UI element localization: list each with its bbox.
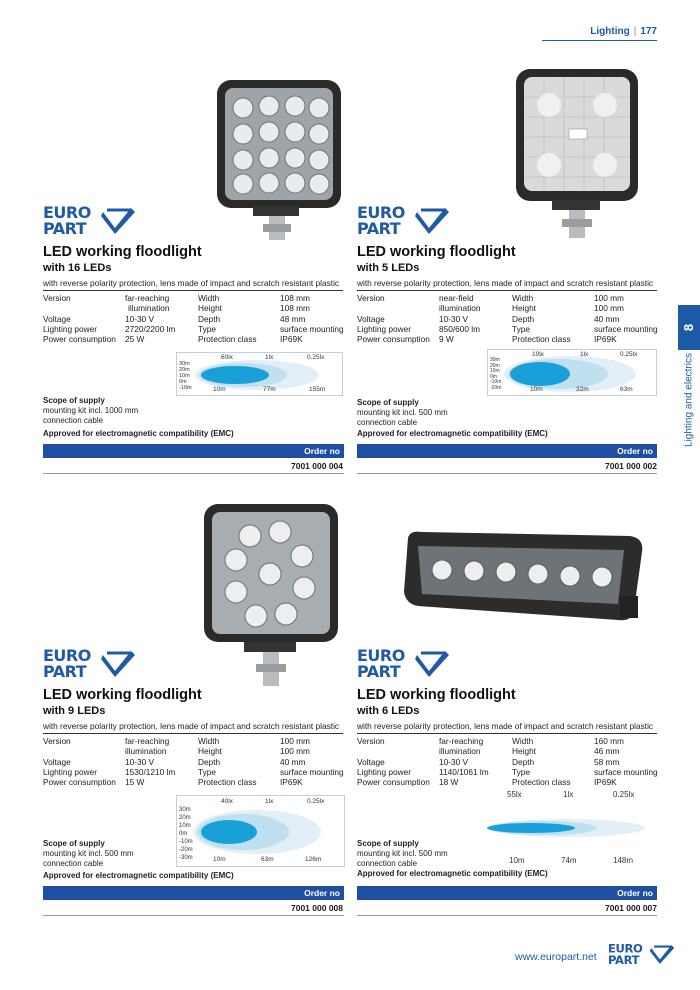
beam-label: 1lx xyxy=(580,351,589,358)
page-number: 177 xyxy=(640,26,657,37)
label-voltage: Voltage xyxy=(357,313,385,324)
logo-text-line1: EURO xyxy=(608,941,643,956)
page-header xyxy=(590,26,657,37)
logo-text-line1: EURO xyxy=(43,203,91,222)
value-width: 100 mm xyxy=(280,736,310,746)
logo-text-line2: PART xyxy=(43,662,87,681)
label-width: Width xyxy=(198,293,220,303)
order-number: 7001 000 004 xyxy=(291,461,343,471)
value-voltage: 10-30 V xyxy=(125,756,155,767)
label-power-consumption: Power consumption xyxy=(43,334,116,345)
beam-diagram xyxy=(487,349,657,396)
order-number: 7001 000 007 xyxy=(605,903,657,913)
label-width: Width xyxy=(512,736,534,746)
scope-title: Scope of supply xyxy=(43,396,105,405)
scope-line: connection cable xyxy=(43,415,104,425)
beam-label: 148m xyxy=(613,856,634,865)
beam-label: 10m xyxy=(530,386,543,393)
beam-diagram xyxy=(176,352,343,396)
logo-check-icon xyxy=(650,944,676,966)
value-voltage: 10-30 V xyxy=(125,313,155,324)
beam-label: 126m xyxy=(305,856,322,863)
chapter-label xyxy=(681,350,697,450)
value-height: 46 mm xyxy=(594,746,620,757)
beam-label: 0.25lx xyxy=(307,354,325,361)
europart-logo xyxy=(357,648,453,680)
scope-line: connection cable xyxy=(357,858,418,868)
logo-check-icon xyxy=(101,649,137,679)
floodlight-6-led-bar-image xyxy=(398,526,648,626)
value-version-2: illumination xyxy=(128,303,170,314)
label-lighting-power: Lighting power xyxy=(357,766,411,777)
label-type: Type xyxy=(198,766,216,777)
spec-table xyxy=(43,293,343,345)
label-version: Version xyxy=(43,736,71,746)
value-lighting-power: 1140/1061 lm xyxy=(439,766,489,777)
logo-text-line1: EURO xyxy=(357,203,405,222)
product-title: LED working floodlight xyxy=(43,244,202,260)
footer-europart-logo xyxy=(608,943,677,966)
value-width: 100 mm xyxy=(594,293,624,303)
scope-line: connection cable xyxy=(43,858,104,868)
beam-label: 63m xyxy=(620,386,633,393)
emc-note: Approved for electromagnetic compatibility (EMC) xyxy=(43,871,234,880)
spec-table xyxy=(357,736,657,788)
chapter-number: 8 xyxy=(681,323,697,332)
beam-label: 63m xyxy=(261,856,274,863)
spec-table xyxy=(357,293,657,345)
value-protection-class: IP69K xyxy=(280,777,303,788)
label-protection-class: Protection class xyxy=(512,334,571,345)
label-width: Width xyxy=(198,736,220,746)
value-voltage: 10-30 V xyxy=(439,313,469,324)
value-type: surface mounting xyxy=(280,766,344,777)
logo-check-icon xyxy=(415,206,451,236)
value-lighting-power: 1530/1210 lm xyxy=(125,766,176,777)
value-type: surface mounting xyxy=(594,766,658,777)
beam-label: 10m xyxy=(213,386,226,393)
logo-check-icon xyxy=(415,649,451,679)
value-voltage: 10-30 V xyxy=(439,756,469,767)
product-subtitle: with 16 LEDs xyxy=(43,262,112,274)
value-depth: 48 mm xyxy=(280,313,306,324)
value-type: surface mounting xyxy=(594,323,658,334)
label-lighting-power: Lighting power xyxy=(43,323,97,334)
order-number: 7001 000 008 xyxy=(291,903,343,913)
label-type: Type xyxy=(512,323,530,334)
label-voltage: Voltage xyxy=(43,756,71,767)
value-depth: 40 mm xyxy=(594,313,620,324)
scope-of-supply xyxy=(43,396,138,425)
beam-label: 10lx xyxy=(532,351,544,358)
spec-rule xyxy=(357,733,657,734)
beam-label: 0.25lx xyxy=(307,798,325,805)
europart-logo xyxy=(43,648,139,680)
emc-note: Approved for electromagnetic compatibility (EMC) xyxy=(357,429,548,438)
product-subtitle: with 6 LEDs xyxy=(357,705,420,717)
scope-line: mounting kit incl. 1000 mm xyxy=(43,405,139,415)
label-version: Version xyxy=(43,293,71,303)
website-link[interactable]: www.europart.net xyxy=(515,951,597,963)
beam-label: 1lx xyxy=(563,790,574,799)
order-bar: Order no xyxy=(357,444,657,458)
beam-label: 32m xyxy=(576,386,589,393)
label-height: Height xyxy=(198,303,222,314)
value-version: far-reaching xyxy=(125,736,170,746)
value-width: 160 mm xyxy=(594,736,624,746)
product-title: LED working floodlight xyxy=(43,687,202,703)
label-version: Version xyxy=(357,293,385,303)
label-height: Height xyxy=(512,746,536,757)
spec-rule xyxy=(43,733,343,734)
scope-line: mounting kit incl. 500 mm xyxy=(357,848,448,858)
scope-line: mounting kit incl. 500 mm xyxy=(357,407,448,417)
label-protection-class: Protection class xyxy=(512,777,571,788)
logo-text-line2: PART xyxy=(43,219,87,238)
value-version-2: illumination xyxy=(439,303,481,314)
scope-of-supply xyxy=(43,839,134,868)
emc-note: Approved for electromagnetic compatibility (EMC) xyxy=(43,429,234,438)
beam-label: 60lx xyxy=(221,354,233,361)
label-depth: Depth xyxy=(512,313,535,324)
floodlight-9-led-image xyxy=(202,502,340,692)
value-version: far-reaching xyxy=(125,293,170,303)
label-power-consumption: Power consumption xyxy=(357,334,430,345)
beam-label: 10m xyxy=(509,856,525,865)
value-protection-class: IP69K xyxy=(280,334,303,345)
section-name: Lighting xyxy=(590,26,630,37)
label-depth: Depth xyxy=(198,756,221,767)
beam-diagram xyxy=(479,788,655,867)
beam-label: 1lx xyxy=(265,354,274,361)
value-version: far-reaching xyxy=(439,736,484,746)
spec-rule xyxy=(43,290,343,291)
value-version-2: illumination xyxy=(439,746,481,757)
product-subtitle: with 5 LEDs xyxy=(357,262,420,274)
product-title: LED working floodlight xyxy=(357,687,516,703)
label-lighting-power: Lighting power xyxy=(357,323,411,334)
chapter-label-text: Lighting and electrics xyxy=(683,353,695,447)
beam-label: 155m xyxy=(309,386,326,393)
logo-check-icon xyxy=(101,206,137,236)
value-protection-class: IP69K xyxy=(594,334,617,345)
order-bar: Order no xyxy=(43,444,344,458)
order-bar: Order no xyxy=(357,886,657,900)
value-lighting-power: 850/600 lm xyxy=(439,323,481,334)
chapter-tab xyxy=(678,305,700,350)
product-description: with reverse polarity protection, lens made of impact and scratch resistant plastic xyxy=(357,721,654,731)
value-type: surface mounting xyxy=(280,323,344,334)
label-power-consumption: Power consumption xyxy=(43,777,116,788)
value-lighting-power: 2720/2200 lm xyxy=(125,323,176,334)
label-power-consumption: Power consumption xyxy=(357,777,430,788)
beam-label: 0.25lx xyxy=(620,351,638,358)
product-description: with reverse polarity protection, lens made of impact and scratch resistant plastic xyxy=(357,278,654,288)
beam-label: 0.25lx xyxy=(613,790,635,799)
product-description: with reverse polarity protection, lens made of impact and scratch resistant plastic xyxy=(43,278,340,288)
beam-label: 40lx xyxy=(221,798,233,805)
label-depth: Depth xyxy=(512,756,535,767)
product-title: LED working floodlight xyxy=(357,244,516,260)
floodlight-5-led-image xyxy=(514,67,640,245)
value-height: 100 mm xyxy=(280,746,310,757)
value-power-consumption: 9 W xyxy=(439,334,454,345)
value-height: 100 mm xyxy=(594,303,624,314)
value-height: 108 mm xyxy=(280,303,310,314)
logo-text-line2: PART xyxy=(608,953,640,967)
label-type: Type xyxy=(512,766,530,777)
label-voltage: Voltage xyxy=(357,756,385,767)
logo-text-line2: PART xyxy=(357,219,401,238)
value-power-consumption: 18 W xyxy=(439,777,459,788)
scope-line: mounting kit incl. 500 mm xyxy=(43,848,134,858)
scope-title: Scope of supply xyxy=(43,839,105,848)
scope-of-supply xyxy=(357,839,448,868)
spec-rule xyxy=(357,290,657,291)
beam-axis-left: 30m 20m 10m 0m -10m xyxy=(179,361,192,391)
value-power-consumption: 15 W xyxy=(125,777,145,788)
beam-label: 10m xyxy=(213,856,226,863)
label-version: Version xyxy=(357,736,385,746)
value-protection-class: IP69K xyxy=(594,777,617,788)
value-width: 108 mm xyxy=(280,293,310,303)
scope-title: Scope of supply xyxy=(357,398,419,407)
logo-text-line1: EURO xyxy=(43,646,91,665)
value-depth: 40 mm xyxy=(280,756,306,767)
order-rule xyxy=(357,915,657,916)
scope-of-supply xyxy=(357,398,448,427)
label-lighting-power: Lighting power xyxy=(43,766,97,777)
floodlight-16-led-image xyxy=(213,76,345,246)
beam-label: 1lx xyxy=(265,798,274,805)
emc-note: Approved for electromagnetic compatibility (EMC) xyxy=(357,869,548,878)
header-separator: | xyxy=(633,26,637,37)
label-protection-class: Protection class xyxy=(198,777,257,788)
order-rule xyxy=(43,473,344,474)
scope-line: connection cable xyxy=(357,417,418,427)
value-version: near-field xyxy=(439,293,474,303)
beam-diagram xyxy=(176,795,345,867)
value-power-consumption: 25 W xyxy=(125,334,145,345)
label-height: Height xyxy=(512,303,536,314)
value-version-2: illumination xyxy=(125,746,167,757)
order-rule xyxy=(43,915,344,916)
beam-label: 77m xyxy=(263,386,276,393)
product-subtitle: with 9 LEDs xyxy=(43,705,106,717)
europart-logo xyxy=(43,205,139,237)
order-bar: Order no xyxy=(43,886,344,900)
beam-label: 74m xyxy=(561,856,577,865)
order-number: 7001 000 002 xyxy=(605,461,657,471)
spec-table xyxy=(43,736,343,788)
label-width: Width xyxy=(512,293,534,303)
header-rule xyxy=(542,40,657,41)
value-depth: 58 mm xyxy=(594,756,620,767)
label-voltage: Voltage xyxy=(43,313,71,324)
label-depth: Depth xyxy=(198,313,221,324)
label-type: Type xyxy=(198,323,216,334)
order-rule xyxy=(357,473,657,474)
logo-text-line1: EURO xyxy=(357,646,405,665)
beam-label: 55lx xyxy=(507,790,522,799)
logo-text-line2: PART xyxy=(357,662,401,681)
label-protection-class: Protection class xyxy=(198,334,257,345)
scope-title: Scope of supply xyxy=(357,839,419,848)
product-description: with reverse polarity protection, lens made of impact and scratch resistant plastic xyxy=(43,721,340,731)
label-height: Height xyxy=(198,746,222,757)
beam-axis-left: 30m 20m 10m 0m -10m -20m -30m xyxy=(179,807,193,861)
beam-axis-left: 30m 20m 10m 0m -10m -20m xyxy=(490,357,502,391)
europart-logo xyxy=(357,205,453,237)
